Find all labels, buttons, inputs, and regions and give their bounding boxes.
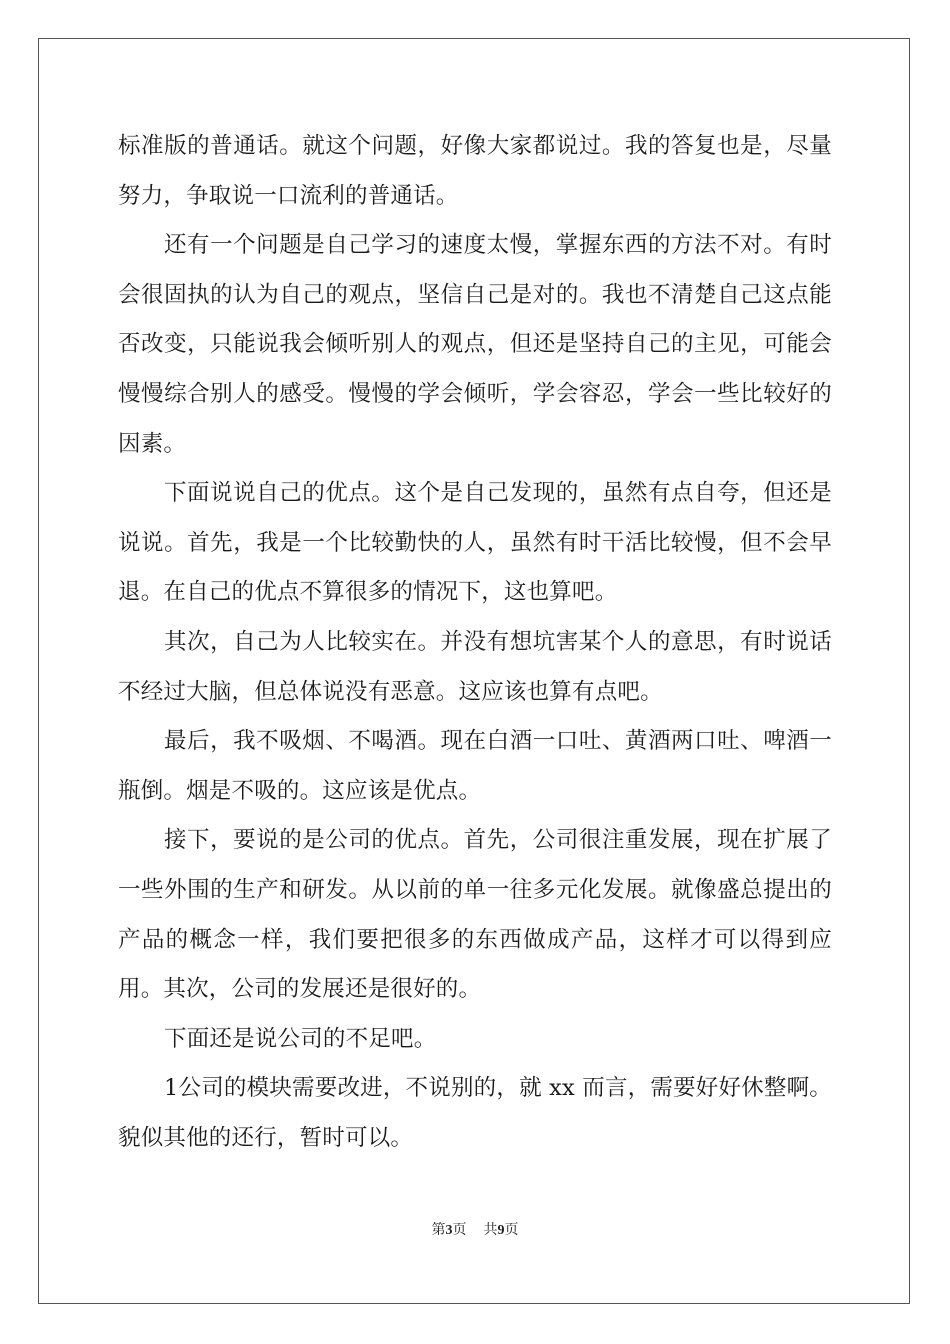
document-body bbox=[118, 122, 832, 1163]
paragraph: 还有一个问题是自己学习的速度太慢，掌握东西的方法不对。有时会很固执的认为自己的观点，坚信自己是对的。我也不清楚自己这点能否改变，只能说我会倾听别人的观点，但还是坚持自己的主见，可能会慢慢综合别人的感受。慢慢的学会倾听，学会容忍，学会一些比较好的因素。 bbox=[118, 232, 832, 457]
paragraph: 标准版的普通话。就这个问题，好像大家都说过。我的答复也是，尽量努力，争取说一口流利的普通话。 bbox=[118, 133, 832, 209]
paragraph: 其次，自己为人比较实在。并没有想坑害某个人的意思，有时说话不经过大脑，但总体说没有恶意。这应该也算有点吧。 bbox=[118, 628, 832, 705]
paragraph: 1公司的模块需要改进，不说别的，就 xx 而言，需要好好休整啊。貌似其他的还行，暂时可以。 bbox=[118, 1075, 832, 1151]
paragraph: 下面还是说公司的不足吧。 bbox=[164, 1025, 437, 1052]
page-total-label: 共9页 bbox=[483, 1223, 519, 1238]
paragraph: 接下，要说的是公司的优点。首先，公司很注重发展，现在扩展了一些外围的生产和研发。从以前的单一往多元化发展。就像盛总提出的产品的概念一样，我们要把很多的东西做成产品，这样才可以得到应用。其次，公司的发展还是很好的。 bbox=[118, 827, 832, 1003]
page-number-label: 第3页 bbox=[431, 1223, 467, 1238]
paragraph: 最后，我不吸烟、不喝酒。现在白酒一口吐、黄酒两口吐、啤酒一瓶倒。烟是不吸的。这应该是优点。 bbox=[118, 728, 832, 804]
page-footer bbox=[0, 1219, 950, 1239]
paragraph: 下面说说自己的优点。这个是自己发现的，虽然有点自夸，但还是说说。首先，我是一个比较勤快的人，虽然有时干活比较慢，但不会早退。在自己的优点不算很多的情况下，这也算吧。 bbox=[118, 480, 832, 606]
